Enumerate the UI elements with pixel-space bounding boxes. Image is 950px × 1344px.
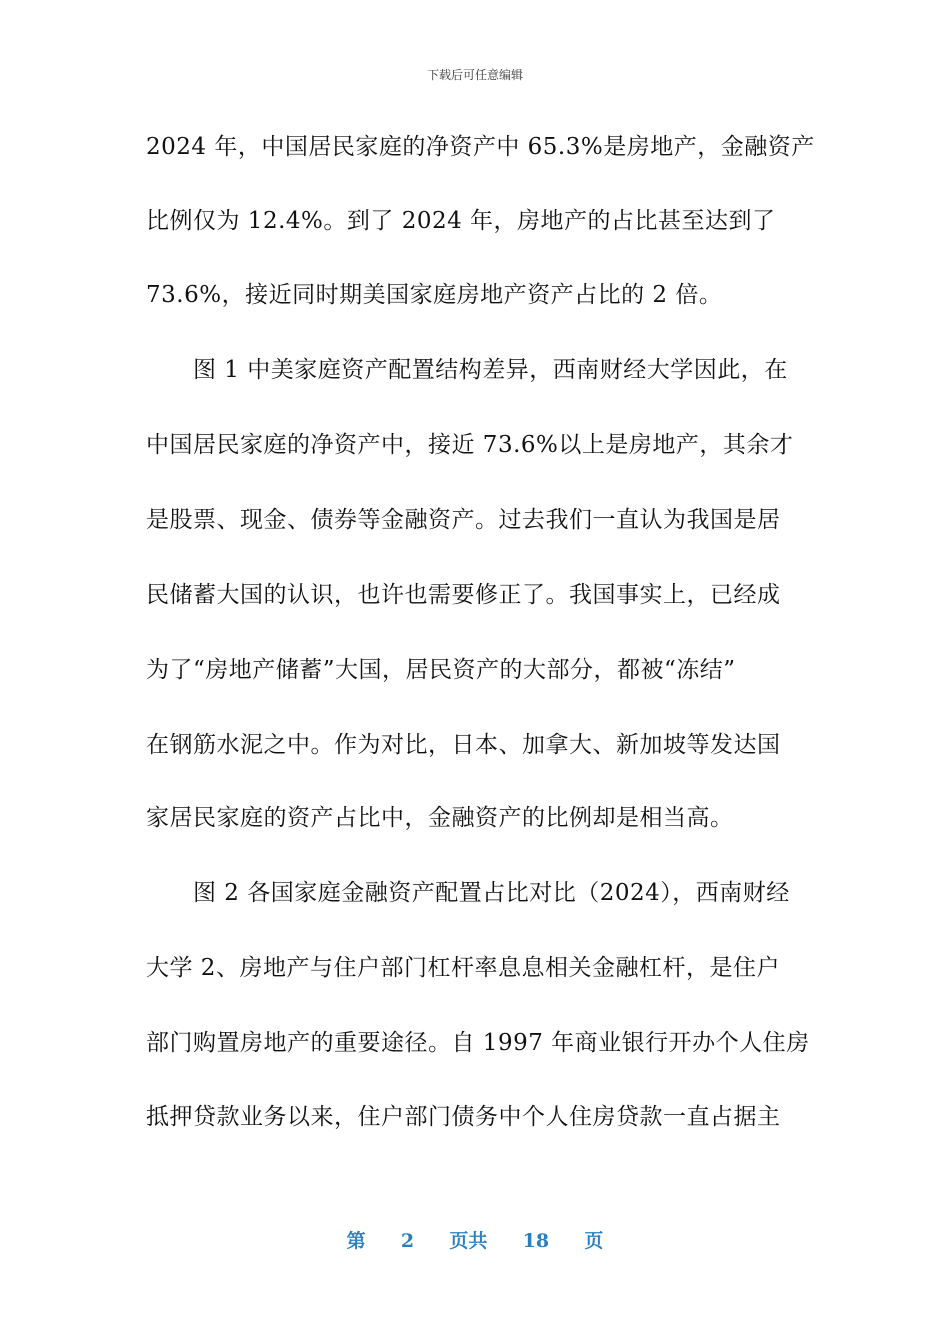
body-line-12: 大学 2、房地产与住户部门杠杆率息息相关金融杠杆，是住户 [146, 955, 780, 981]
page-header: 下载后可任意编辑 [426, 68, 523, 82]
page-footer [0, 1226, 950, 1253]
body-line-3: 73.6%，接近同时期美国家庭房地产资产占比的 2 倍。 [146, 282, 723, 308]
body-line-2: 比例仅为 12.4%。到了 2024 年，房地产的占比甚至达到了 [146, 208, 776, 234]
body-line-10: 家居民家庭的资产占比中，金融资产的比例却是相当高。 [146, 805, 734, 831]
footer-suffix: 页 [584, 1230, 604, 1252]
footer-page-number: 2 [400, 1230, 415, 1252]
body-line-5: 中国居民家庭的净资产中，接近 73.6%以上是房地产，其余才 [146, 432, 794, 458]
body-line-9: 在钢筋水泥之中。作为对比，日本、加拿大、新加坡等发达国 [146, 732, 781, 758]
body-line-7: 民储蓄大国的认识，也许也需要修正了。我国事实上，已经成 [146, 582, 781, 608]
footer-total-pages: 18 [522, 1230, 550, 1252]
body-line-14: 抵押贷款业务以来，住户部门债务中个人住房贷款一直占据主 [146, 1104, 781, 1130]
body-line-1: 2024 年，中国居民家庭的净资产中 65.3%是房地产，金融资产 [146, 134, 815, 160]
body-line-11: 图 2 各国家庭金融资产配置占比对比（2024），西南财经 [193, 880, 790, 906]
body-line-4: 图 1 中美家庭资产配置结构差异，西南财经大学因此，在 [193, 357, 788, 383]
footer-prefix: 第 [346, 1230, 366, 1252]
body-line-6: 是股票、现金、债券等金融资产。过去我们一直认为我国是居 [146, 507, 781, 533]
body-line-8: 为了“房地产储蓄”大国，居民资产的大部分，都被“冻结” [146, 657, 736, 683]
body-line-13: 部门购置房地产的重要途径。自 1997 年商业银行开办个人住房 [146, 1030, 810, 1056]
footer-middle: 页共 [449, 1230, 488, 1252]
